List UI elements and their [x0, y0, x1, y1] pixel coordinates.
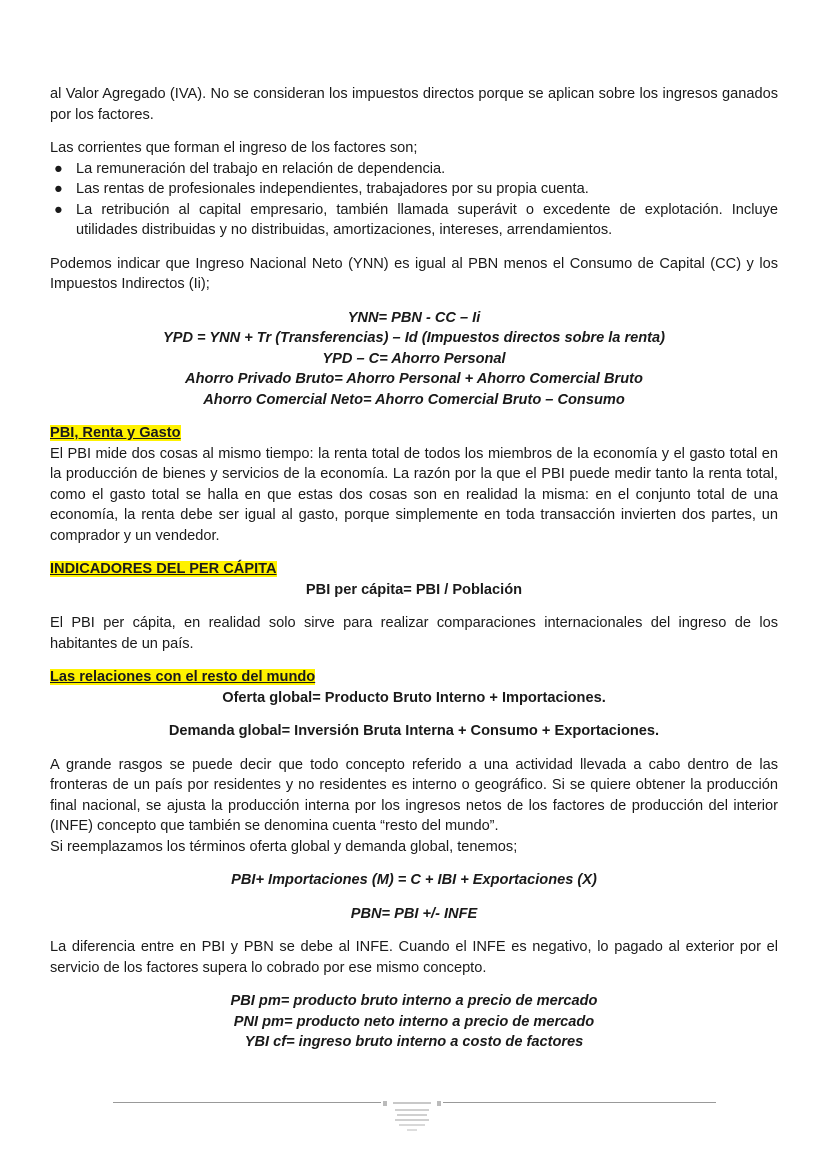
- paragraph-rasgos: A grande rasgos se puede decir que todo concepto referido a una actividad llevada a cabo dentro de las fronteras de un país por residentes y no residentes es interno o geográfico. Si se quiere obtener la producción final nacional, se ajusta la producción interna por los ingresos netos de los factores de producción del interior (INFE) concepto que también se denomina cuenta “resto del mundo”.: [50, 756, 778, 834]
- section-heading-resto-mundo: Las relaciones con el resto del mundo: [50, 669, 316, 685]
- formula-oferta-global: Oferta global= Producto Bruto Interno + Importaciones.: [222, 689, 606, 706]
- formula-line: YPD = YNN + Tr (Transferencias) – Id (Impuestos directos sobre la renta): [162, 330, 666, 346]
- bullet-list: [50, 159, 778, 241]
- formula-line: PBI pm= producto bruto interno a precio de mercado: [230, 993, 598, 1009]
- bullet-icon: ●: [54, 201, 63, 218]
- bullet-icon: ●: [54, 160, 63, 177]
- list-item: [50, 179, 778, 200]
- formula-pbn: PBN= PBI +/- INFE: [350, 905, 478, 922]
- formula-block-1: [50, 308, 778, 411]
- list-item-text: La remuneración del trabajo en relación de dependencia.: [76, 160, 446, 177]
- paragraph-pbi: El PBI mide dos cosas al mismo tiempo: la renta total de todos los miembros de la economía y el gasto total en la producción de bienes y servicios de la economía. La razón por la que el PBI puede medir tanto la renta total, como el gasto total se halla en que estas dos cosas son en realidad la misma: en el conjunto total de una economía, la renta debe ser igual al gasto, porque simplemente en toda transacción invierten dos partes, un comprador y un vendedor.: [50, 445, 778, 544]
- list-item: [50, 200, 778, 241]
- paragraph-iva: al Valor Agregado (IVA). No se consideran los impuestos directos porque se aplican sobre los ingresos ganados por los factores.: [50, 86, 778, 123]
- list-item-text: Las rentas de profesionales independientes, trabajadores por su propia cuenta.: [76, 181, 589, 197]
- formula-block-2: [50, 991, 778, 1053]
- list-item: [50, 159, 778, 180]
- formula-line: Ahorro Comercial Neto= Ahorro Comercial Bruto – Consumo: [203, 391, 625, 408]
- formula-line: YNN= PBN - CC – Ii: [347, 309, 481, 326]
- list-item-text: La retribución al capital empresario, también llamada superávit o excedente de explotación. Incluye utilidades distribuidas y no distribuidas, amortizaciones, intereses, arrendamientos.: [76, 201, 778, 238]
- formula-pbi-importaciones: PBI+ Importaciones (M) = C + IBI + Exportaciones (X): [231, 872, 597, 888]
- paragraph-diferencia: La diferencia entre en PBI y PBN se debe al INFE. Cuando el INFE es negativo, lo pagado al exterior por el servicio de los factores supera lo cobrado por ese mismo concepto.: [50, 939, 778, 976]
- paragraph-corrientes: Las corrientes que forman el ingreso de los factores son;: [50, 140, 418, 156]
- paragraph-ynn: Podemos indicar que Ingreso Nacional Neto (YNN) es igual al PBN menos el Consumo de Capital (CC) y los Impuestos Indirectos (Ii);: [50, 255, 778, 292]
- formula-line: Ahorro Privado Bruto= Ahorro Personal + Ahorro Comercial Bruto: [185, 371, 643, 387]
- formula-demanda-global: Demanda global= Inversión Bruta Interna + Consumo + Exportaciones.: [168, 723, 660, 739]
- formula-line: YBI cf= ingreso bruto interno a costo de factores: [244, 1034, 584, 1050]
- paragraph-per-capita: El PBI per cápita, en realidad solo sirve para realizar comparaciones internacionales del ingreso de los habitantes de un país.: [50, 615, 778, 652]
- paragraph-reemplazamos: Si reemplazamos los términos oferta global y demanda global, tenemos;: [50, 838, 518, 855]
- formula-per-capita: PBI per cápita= PBI / Población: [305, 581, 523, 598]
- document-page: [50, 84, 778, 1053]
- bullet-icon: ●: [54, 181, 63, 197]
- formula-line: PNI pm= producto neto interno a precio de mercado: [233, 1013, 595, 1030]
- formula-line: YPD – C= Ahorro Personal: [322, 350, 506, 367]
- section-heading-pbi-renta-gasto: PBI, Renta y Gasto: [50, 425, 181, 441]
- footer-logo-icon: [381, 1098, 443, 1134]
- section-heading-per-capita: INDICADORES DEL PER CÁPITA: [50, 561, 277, 577]
